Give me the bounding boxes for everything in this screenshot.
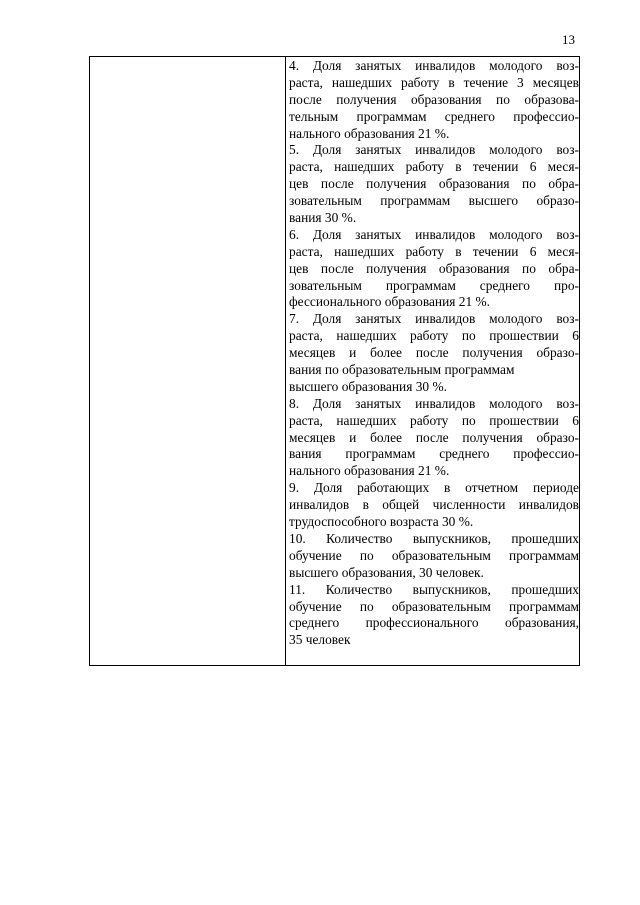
text-line: зовательным программам среднего про- bbox=[289, 277, 579, 293]
text-line: нального образования 21 %. bbox=[289, 463, 450, 479]
text-line: после получения образования по образова- bbox=[289, 91, 579, 107]
text-line: вания программам среднего профессио- bbox=[289, 446, 579, 462]
text-line: обучение по образовательным программам bbox=[289, 547, 579, 563]
text-line: обучение по образовательным программам bbox=[289, 598, 579, 614]
table-right-cell bbox=[289, 58, 579, 649]
text-line: среднего профессионального образования, bbox=[289, 615, 579, 631]
text-line: 8. Доля занятых инвалидов молодого воз- bbox=[289, 395, 579, 411]
text-line: 10. Количество выпускников, прошедших bbox=[289, 530, 579, 546]
text-line: месяцев и более после получения образо- bbox=[289, 345, 579, 361]
text-line: инвалидов в общей численности инвалидов bbox=[289, 497, 579, 513]
text-line: вания 30 %. bbox=[289, 210, 357, 226]
text-line: трудоспособного возраста 30 %. bbox=[289, 514, 474, 530]
text-line: нального образования 21 %. bbox=[289, 125, 450, 141]
text-line: 35 человек bbox=[289, 632, 351, 648]
text-line: цев после получения образования по обра- bbox=[289, 176, 579, 192]
text-line: раста, нашедших работу в течении 6 меся- bbox=[289, 243, 579, 259]
text-line: раста, нашедших работу в течении 6 меся- bbox=[289, 159, 579, 175]
text-line: 4. Доля занятых инвалидов молодого воз- bbox=[289, 58, 579, 73]
text-line: раста, нашедших работу по прошествии 6 bbox=[289, 412, 579, 428]
text-line: фессионального образования 21 %. bbox=[289, 294, 491, 310]
page-number: 13 bbox=[562, 32, 575, 47]
text-line: высшего образования 30 %. bbox=[289, 378, 447, 394]
text-line: 7. Доля занятых инвалидов молодого воз- bbox=[289, 311, 579, 327]
text-line: 9. Доля работающих в отчетном периоде bbox=[289, 480, 579, 496]
text-line: 11. Количество выпускников, прошедших bbox=[289, 581, 579, 597]
text-line: 5. Доля занятых инвалидов молодого воз- bbox=[289, 142, 579, 158]
text-line: месяцев и более после получения образо- bbox=[289, 429, 579, 445]
text-line: раста, нашедших работу по прошествии 6 bbox=[289, 328, 579, 344]
document-table bbox=[89, 56, 580, 666]
text-line: тельным программам среднего профессио- bbox=[289, 108, 579, 124]
text-line: цев после получения образования по обра- bbox=[289, 260, 579, 276]
text-line: зовательным программам высшего образо- bbox=[289, 193, 579, 209]
text-line: высшего образования, 30 человек. bbox=[289, 564, 484, 580]
text-line: вания по образовательным программам bbox=[289, 362, 515, 378]
table-column-divider bbox=[285, 57, 286, 665]
table-left-cell bbox=[90, 57, 285, 665]
text-line: 6. Доля занятых инвалидов молодого воз- bbox=[289, 226, 579, 242]
text-line: раста, нашедших работу в течение 3 месяцев bbox=[289, 74, 579, 90]
